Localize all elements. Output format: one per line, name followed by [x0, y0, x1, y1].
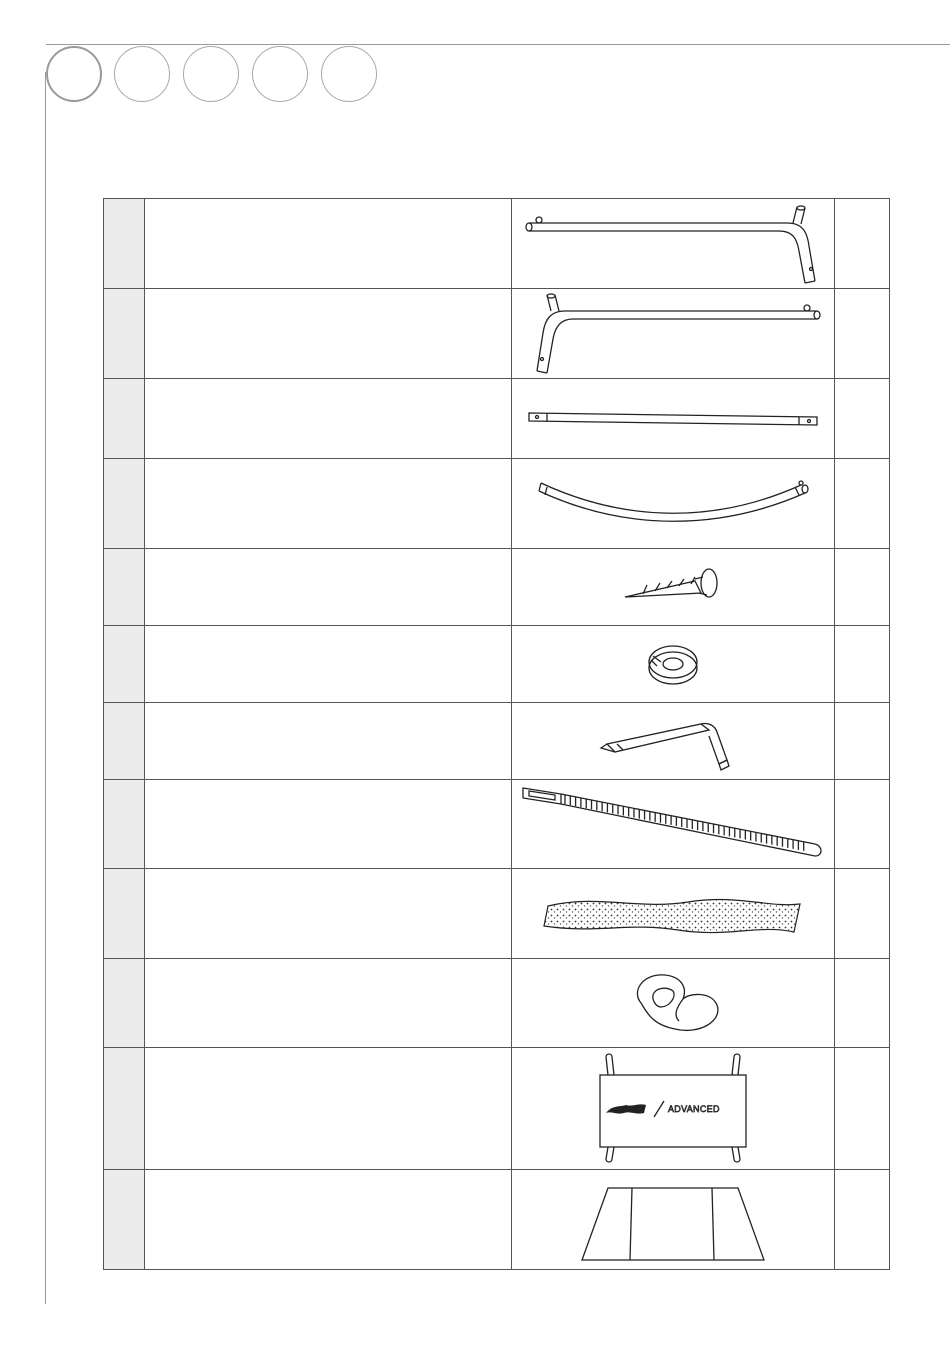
part-quantity — [835, 1048, 890, 1170]
part-description — [145, 780, 512, 869]
part-number — [104, 780, 145, 869]
page-frame-left-line — [45, 72, 46, 1304]
part-image-cell — [512, 1170, 835, 1270]
part-number — [104, 869, 145, 959]
part-description — [145, 199, 512, 289]
part-number — [104, 626, 145, 703]
table-row — [104, 869, 890, 959]
part-quantity — [835, 703, 890, 780]
part-quantity — [835, 626, 890, 703]
table-row — [104, 379, 890, 459]
curved-net-pole-icon — [517, 469, 829, 539]
part-description — [145, 379, 512, 459]
part-number — [104, 199, 145, 289]
part-description — [145, 289, 512, 379]
table-row — [104, 289, 890, 379]
part-number — [104, 459, 145, 549]
step-circle-1 — [46, 46, 102, 102]
part-number — [104, 959, 145, 1048]
table-row — [104, 199, 890, 289]
part-quantity — [835, 289, 890, 379]
curved-frame-tube-left-icon — [517, 291, 829, 377]
spring-washer-icon — [623, 632, 723, 696]
part-image-cell — [512, 869, 835, 959]
part-description — [145, 1170, 512, 1270]
part-quantity — [835, 869, 890, 959]
part-number — [104, 549, 145, 626]
table-row — [104, 626, 890, 703]
step-circle-4 — [252, 46, 308, 102]
part-quantity — [835, 1170, 890, 1270]
cable-tie-icon — [517, 782, 829, 866]
part-image-cell — [512, 199, 835, 289]
part-quantity — [835, 549, 890, 626]
part-image-cell — [512, 959, 835, 1048]
part-description — [145, 459, 512, 549]
step-circle-5 — [321, 46, 377, 102]
straight-tube-icon — [517, 389, 829, 449]
allen-key-icon — [593, 708, 753, 774]
part-image-cell — [512, 703, 835, 780]
part-description — [145, 703, 512, 780]
part-description — [145, 1048, 512, 1170]
part-description — [145, 869, 512, 959]
part-quantity — [835, 959, 890, 1048]
table-row — [104, 549, 890, 626]
table-row — [104, 459, 890, 549]
part-image-cell — [512, 549, 835, 626]
table-row — [104, 780, 890, 869]
table-row — [104, 1170, 890, 1270]
table-row — [104, 959, 890, 1048]
parts-list-table — [103, 198, 890, 1270]
part-description — [145, 549, 512, 626]
part-image-cell — [512, 379, 835, 459]
foam-padding-strip-icon — [538, 884, 808, 944]
part-number — [104, 1170, 145, 1270]
brand-logo — [606, 1104, 646, 1113]
chain-link-icon — [613, 963, 733, 1043]
banner-text: ADVANCED — [668, 1103, 720, 1114]
part-number — [104, 379, 145, 459]
part-image-cell — [512, 1048, 835, 1170]
curved-frame-tube-right-icon — [517, 201, 829, 287]
step-circle-3 — [183, 46, 239, 102]
pole-sleeve-icon — [578, 1172, 768, 1268]
part-number — [104, 1048, 145, 1170]
part-quantity — [835, 459, 890, 549]
part-description — [145, 959, 512, 1048]
part-image-cell — [512, 289, 835, 379]
part-quantity — [835, 780, 890, 869]
part-number — [104, 703, 145, 780]
step-circle-2 — [114, 46, 170, 102]
page-frame-top-line — [46, 44, 950, 45]
part-image-cell — [512, 626, 835, 703]
branded-banner-icon — [588, 1051, 758, 1167]
part-image-cell — [512, 459, 835, 549]
table-row — [104, 703, 890, 780]
part-number — [104, 289, 145, 379]
part-image-cell — [512, 780, 835, 869]
part-description — [145, 626, 512, 703]
table-row — [104, 1048, 890, 1170]
part-quantity — [835, 379, 890, 459]
screw-icon — [603, 557, 743, 617]
part-quantity — [835, 199, 890, 289]
